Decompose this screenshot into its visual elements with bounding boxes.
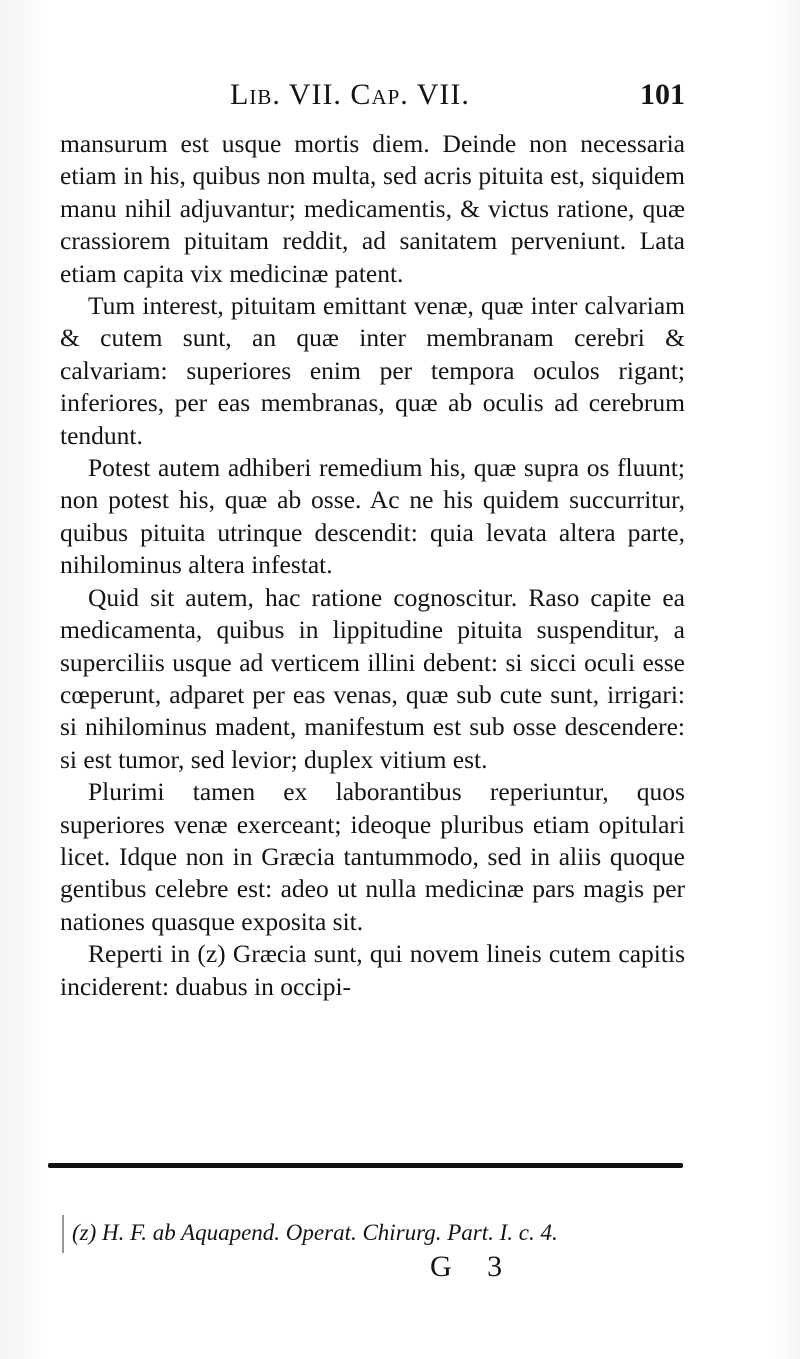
paragraph: Tum interest, pituitam emittant venæ, quæ inter calvariam & cutem sunt, an quæ inter membranam cerebri & calvariam: superiores enim per tempora oculos rigant; inferiores, per eas membranas, quæ ab oculis ad cerebrum tendunt. [60,291,685,450]
page-header [60,78,685,118]
margin-mark [62,1215,64,1253]
footnote-rule [48,1163,683,1168]
paragraph: Potest autem adhiberi remedium his, quæ supra os fluunt; non potest his, quæ ab osse. Ac ne his quidem succurritur, quibus pituita utrinque descendit: quia levata altera parte, nihilominus altera infestat. [60,453,685,580]
body-text [60,128,685,1003]
paragraph: mansurum est usque mortis diem. Deinde non necessaria etiam in his, quibus non multa, sed acris pituita est, siquidem manu nihil adjuvantur; medicamentis, & victus ratione, quæ crassiorem pituitam reddit, ad sanitatem perveniunt. Lata etiam capita vix medicinæ patent. [60,129,685,288]
paragraph: Plurimi tamen ex laborantibus reperiuntur, quos superiores venæ exerceant; ideoque pluribus etiam opitulari licet. Idque non in Græcia tantummodo, sed in aliis quoque gentibus celebre est: adeo ut nulla medicinæ pars magis per nationes quasque exposita sit. [60,777,685,936]
footnote: (z) H. F. ab Aquapend. Operat. Chirurg. Part. I. c. 4. [72,1220,558,1245]
running-title: Lib. VII. Cap. VII. [230,78,470,111]
page-number: 101 [640,78,685,111]
paragraph: Quid sit autem, hac ratione cognoscitur. Raso capite ea medicamenta, quibus in lippitudine pituita suspenditur, a superciliis usque ad verticem illini debent: si sicci oculi esse cœperunt, adparet per eas venas, quæ sub cute sunt, irrigari: si nihilominus madent, manifestum est sub osse descendere: si est tumor, sed levior; duplex vitium est. [60,582,685,774]
paragraph: Reperti in (z) Græcia sunt, qui novem lineis cutem capitis inciderent: duabus in occipi- [60,939,685,1001]
signature-mark: G 3 [430,1250,517,1283]
